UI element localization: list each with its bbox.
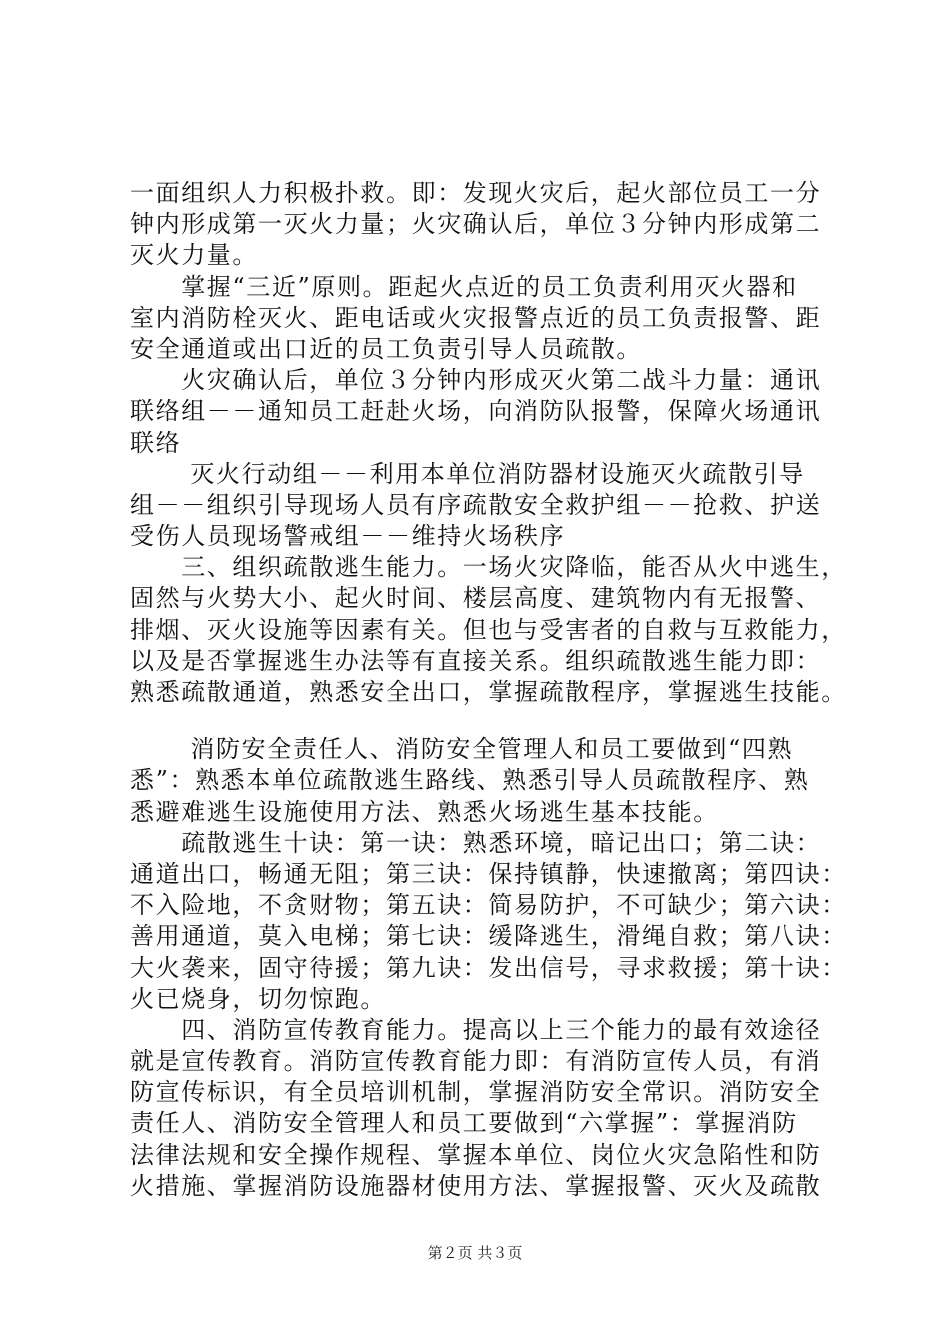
text-line: 灭火力量。 xyxy=(130,241,258,270)
text-line: 火措施、掌握消防设施器材使用方法、掌握报警、灭火及疏散 xyxy=(130,1171,822,1200)
text-line: 联络组－－通知员工赶赴火场，向消防队报警，保障火场通讯 xyxy=(130,397,822,426)
text-line: 四、消防宣传教育能力。提高以上三个能力的最有效途径 xyxy=(130,1015,822,1044)
text-line: 熟悉疏散通道，熟悉安全出口，掌握疏散程序，掌握逃生技能。 xyxy=(130,678,847,706)
text-line: 疏散逃生十诀：第一诀：熟悉环境，暗记出口；第二诀： xyxy=(130,828,822,857)
text-line: 以及是否掌握逃生办法等有直接关系。组织疏散逃生能力即： xyxy=(130,646,822,675)
text-line: 防宣传标识，有全员培训机制，掌握消防安全常识。消防安全 xyxy=(130,1078,822,1107)
text-line: 掌握“三近”原则。距起火点近的员工负责利用灭火器和 xyxy=(130,272,798,301)
text-line: 不入险地，不贪财物；第五诀：简易防护，不可缺少；第六诀： xyxy=(130,891,847,920)
text-line: 通道出口，畅通无阻；第三诀：保持镇静，快速撤离；第四诀： xyxy=(130,859,847,888)
document-body xyxy=(130,178,855,1202)
text-line: 三、组织疏散逃生能力。一场火灾降临，能否从火中逃生， xyxy=(130,553,847,582)
text-line: 钟内形成第一灭火力量；火灾确认后，单位３分钟内形成第二 xyxy=(130,210,822,239)
text-line: 消防安全责任人、消防安全管理人和员工要做到“四熟 xyxy=(130,735,794,764)
paragraph-gap xyxy=(130,708,855,734)
text-line: 火灾确认后，单位３分钟内形成灭火第二战斗力量：通讯 xyxy=(130,366,822,395)
text-line: 善用通道，莫入电梯；第七诀：缓降逃生，滑绳自救；第八诀： xyxy=(130,922,847,951)
text-line: 法律法规和安全操作规程、掌握本单位、岗位火灾急陷性和防 xyxy=(130,1140,822,1169)
text-line: 就是宣传教育。消防宣传教育能力即：有消防宣传人员，有消 xyxy=(130,1047,822,1076)
text-line: 责任人、消防安全管理人和员工要做到“六掌握”：掌握消防 xyxy=(130,1109,798,1138)
text-line: 安全通道或出口近的员工负责引导人员疏散。 xyxy=(130,334,642,363)
text-line: 火已烧身，切勿惊跑。 xyxy=(130,984,386,1013)
text-line: 室内消防栓灭火、距电话或火灾报警点近的员工负责报警、距 xyxy=(130,303,822,332)
text-line: 悉”：熟悉本单位疏散逃生路线、熟悉引导人员疏散程序、熟 xyxy=(130,766,810,795)
text-line: 排烟、灭火设施等因素有关。但也与受害者的自救与互救能力， xyxy=(130,615,847,644)
text-line: 悉避难逃生设施使用方法、熟悉火场逃生基本技能。 xyxy=(130,797,719,826)
page-number-footer: 第２页 共３页 xyxy=(427,1244,523,1262)
text-line: 受伤人员现场警戒组－－维持火场秩序 xyxy=(130,522,566,551)
text-line: 固然与火势大小、起火时间、楼层高度、建筑物内有无报警、 xyxy=(130,584,822,613)
text-line: 一面组织人力积极扑救。即：发现火灾后，起火部位员工一分 xyxy=(130,179,822,207)
text-line: 联络 xyxy=(130,428,182,457)
text-line: 组－－组织引导现场人员有序疏散安全救护组－－抢救、护送 xyxy=(130,490,822,519)
text-line: 灭火行动组－－利用本单位消防器材设施灭火疏散引导 xyxy=(130,459,805,488)
text-line: 大火袭来，固守待援；第九诀：发出信号，寻求救援；第十诀： xyxy=(130,953,847,982)
